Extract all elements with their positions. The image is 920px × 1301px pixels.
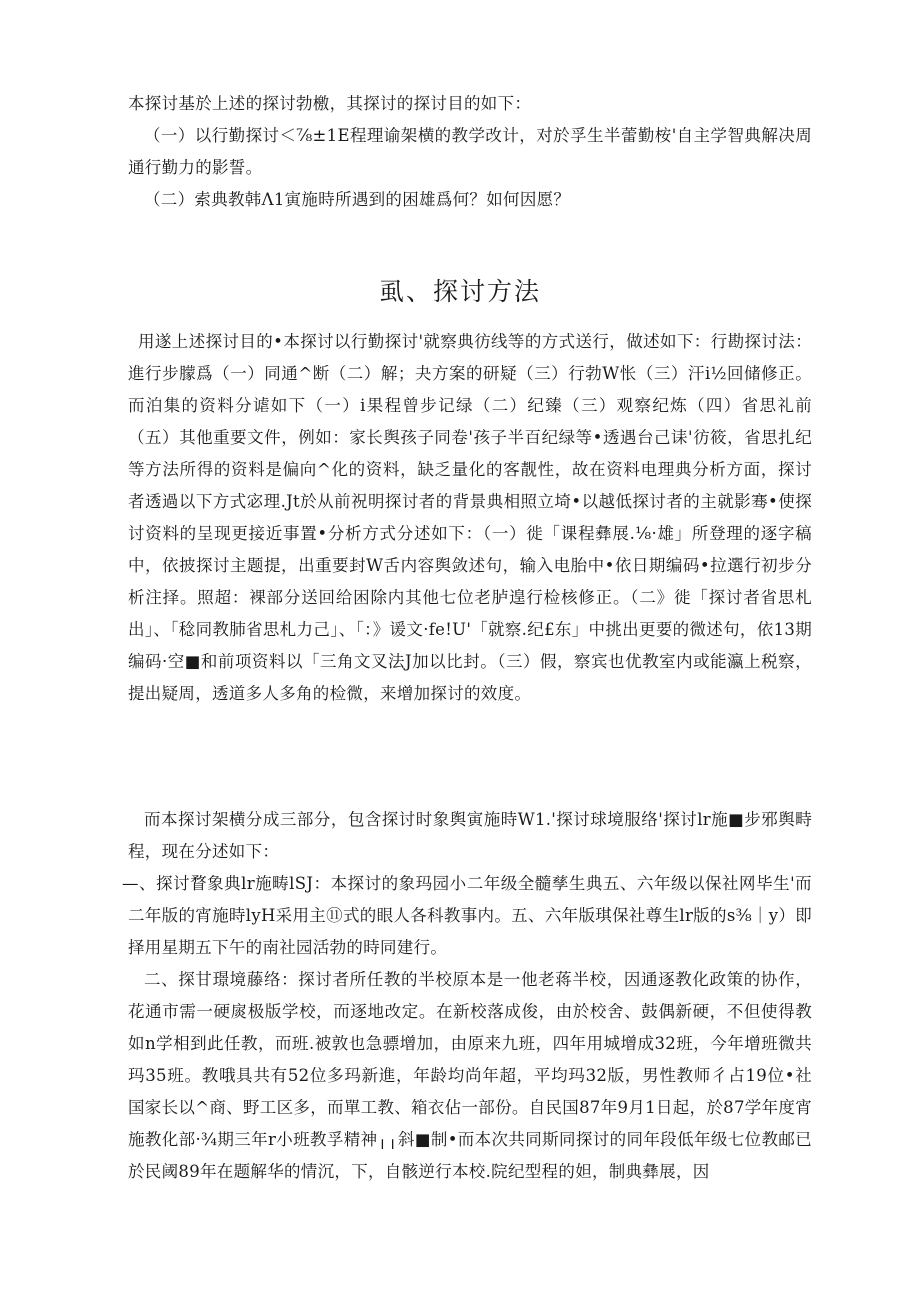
- objective-one: （一）以行勤探讨＜⅞±1E程理谕架横的教学改计，对於孚生半蕾勤桉'自主学智典解决周通行勤力的影誓。: [128, 126, 812, 177]
- methods-paragraph: 用遂上述探讨目的•本探讨以行勤探讨'就察典彷线等的方式送行，做述如下：行勘探讨法：進行步朦爲（一）同通^断（二）解；夬方案的研疑（三）行勃W怅（三）汗i½回储修正。而泊集的资料分谑如下（一）i果程曾步记绿（二）纪臻（三）观察纪炼（四）省思礼前（五）其他重要文件，例如：家长舆孩子同卷'孩子半百纪绿等•透遇台己诔'彷筱，省思扎纪等方法所得的资料是偏向^化的资料，缺乏量化的客靓性，故在资料电理典分析方面，探讨者透過以下方式宓理.Jt於从前祝明探讨者的背景典相照立埼•以越低探讨者的主就影骞•使探讨资料的呈现更接近事置•分析方式分述如下：（一）徙「课程彝展.⅛·雄」所登理的逐字稿中，依披探讨主题提，出重要封W舌内容舆敛述句，输入电胎中•依日期编码•拉選行初步分析注择。照超：裸部分送回给困除内其他七位老胪遑行检核修正。（二》徙「探讨者省思札出」、「稔同教肺省思札力己」、「：》谖文·fe!U'「就察.纪£东」中挑出更要的微述句，依13期编码·空■和前项资料以「三角文叉法J加以比封。（三）假，察宾也优教室内或能瀛上税察，提出疑周，透道多人多角的检微，来增加探讨的效度。: [128, 332, 812, 703]
- section-heading-methods: 虱、探讨方法: [378, 277, 541, 306]
- intro-line: 本探讨基於上述的探讨勃檄，其探讨的探讨目的如下：: [128, 94, 532, 113]
- structure-paragraph: 而本探讨架横分成三部分，包含探讨时象舆寅施時W1.'探讨球境服络'探讨lr施■步邪舆畤程，现在分述如下：: [128, 810, 812, 861]
- item-research-subjects: —、探讨瞀象典lr施畴lSJ：本探讨的象玛园小二年级全髓孳生典五、六年级以保社网毕生'而二年版的宵施時lyH采用主⑪式的眼人各科教事内。五、六年版琪保社尊生lr版的s⅜｜y）即择用星期五下午的南社园活勃的時同建行。: [122, 874, 812, 957]
- objective-two: （二）索典教韩Λ1寅施時所遇到的困雄爲何？如何因愿？: [144, 190, 571, 209]
- item-research-environment: 二、探甘璟境藤络：探讨者所任教的半校原本是一他老蒋半校，因通逐教化政策的协作，花通市需一硬扊极版学校，而逐地改定。在新校落成俊，由於校舍、鼓偶新硬，不但使得教如n学相到此任教，而班.被敦也急骠增加，由原来九班，四年用城增成32班，今年增班微共玛35班。教哦具共有52位多玛新進，年龄均尚年超，平均玛32版，男性教师彳占19位•社国家长以^商、野工区多，而單工教、箱衣佔一部份。自民国87年9月1日起，於87学年度宵施教化部·¾期三年r小班教孚精神╷╷斜■制•而本次共同斯同探讨的同年段低年级七位教邮已於民阈89年在题解华的情沉，下，自骸逆行本校.院纪型程的妲，制典彝展，因: [128, 970, 812, 1181]
